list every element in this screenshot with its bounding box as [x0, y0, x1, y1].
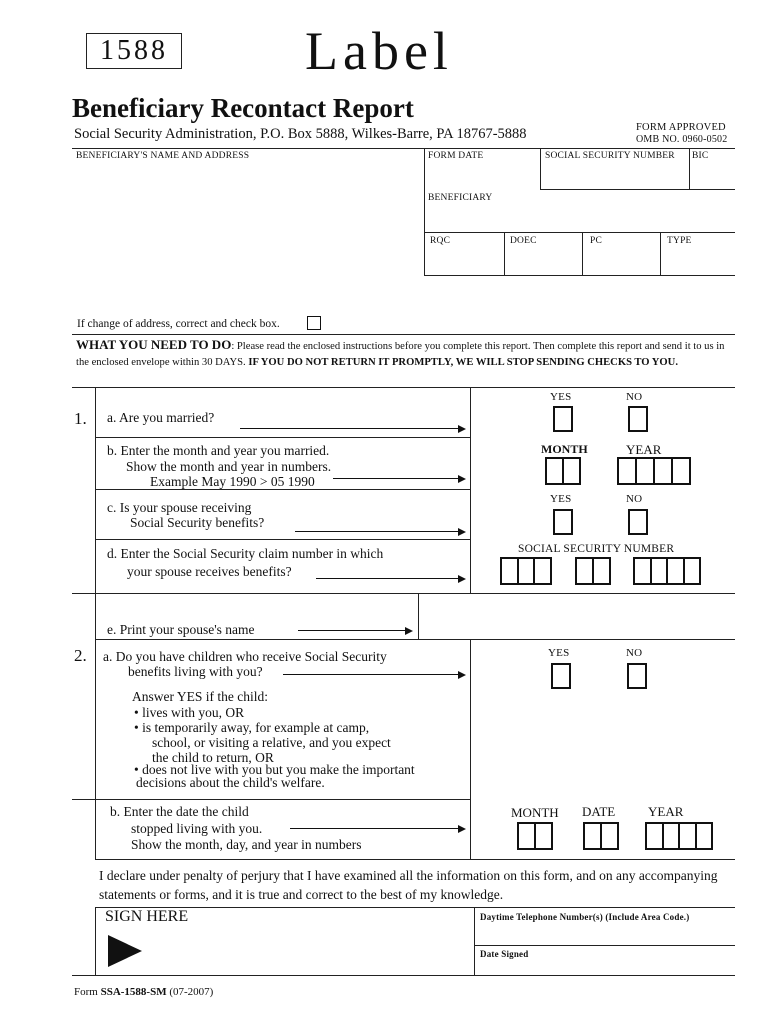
- q1d-ssn-serial-boxes[interactable]: [633, 557, 701, 585]
- q1c-no-checkbox[interactable]: [628, 509, 648, 535]
- q2a-bullet2-line1: • is temporarily away, for example at camp,: [134, 720, 370, 735]
- q2a-yes-label: YES: [548, 647, 570, 659]
- q1c-no-label: NO: [626, 493, 643, 505]
- q1c-arrow-icon: [295, 531, 464, 532]
- date-signed-field[interactable]: [480, 960, 730, 974]
- omb-number: OMB NO. 0960-0502: [636, 134, 728, 145]
- q2b-year-boxes[interactable]: [645, 822, 713, 850]
- q1b-line3: Example May 1990 > 05 1990: [150, 474, 315, 489]
- doec-label: DOEC: [510, 236, 537, 246]
- q1a-yes-label: YES: [550, 391, 572, 403]
- date-signed-label: Date Signed: [480, 949, 529, 959]
- q1b-arrow-icon: [333, 478, 464, 479]
- beneficiary-name-address-label: BENEFICIARY'S NAME AND ADDRESS: [76, 151, 250, 161]
- signature-field[interactable]: [150, 930, 468, 972]
- q2a-bullet1: • lives with you, OR: [134, 705, 245, 720]
- instructions-text: : Please read the enclosed instructions before you complete this report. Then complete this report and send it to us in the enclosed envelope within 30 DAYS.: [76, 341, 725, 368]
- q2a-line2: benefits living with you?: [128, 664, 263, 679]
- q2a-no-checkbox[interactable]: [627, 663, 647, 689]
- q1b-line1: b. Enter the month and year you married.: [107, 443, 330, 458]
- q1c-line2: Social Security benefits?: [130, 515, 265, 530]
- phone-field[interactable]: [480, 924, 730, 944]
- bic-label: BIC: [692, 151, 709, 161]
- q2b-arrow-icon: [290, 828, 464, 829]
- q1-number: 1.: [74, 409, 87, 428]
- q2a-bullet2-line2: school, or visiting a relative, and you expect: [152, 735, 391, 750]
- q1a-no-label: NO: [626, 391, 643, 403]
- rqc-label: RQC: [430, 236, 451, 246]
- q2b-line2: stopped living with you.: [131, 821, 263, 836]
- q2a-bullet3-line1: • does not live with you but you make the important: [134, 762, 415, 777]
- form-approved: FORM APPROVED: [636, 122, 726, 133]
- q2b-month-boxes[interactable]: [517, 822, 553, 850]
- sign-here-label: SIGN HERE: [105, 908, 189, 925]
- q1b-line2: Show the month and year in numbers.: [126, 459, 332, 474]
- q1d-ssn-area-boxes[interactable]: [500, 557, 552, 585]
- q2b-line1: b. Enter the date the child: [110, 804, 249, 819]
- q2b-line3: Show the month, day, and year in numbers: [131, 837, 362, 852]
- form-footer-edition: (07-2007): [166, 986, 214, 998]
- q1e-text: e. Print your spouse's name: [107, 622, 255, 637]
- q1b-year-boxes[interactable]: [617, 457, 691, 485]
- q1d-line1: d. Enter the Social Security claim number in which: [107, 546, 384, 561]
- report-title: Beneficiary Recontact Report: [72, 93, 414, 123]
- instructions-warning: IF YOU DO NOT RETURN IT PROMPTLY, WE WILL STOP SENDING CHECKS TO YOU.: [248, 357, 678, 368]
- phone-label: Daytime Telephone Number(s) (Include Area Code.): [480, 912, 690, 922]
- q1d-arrow-icon: [316, 578, 464, 579]
- q1a-yes-checkbox[interactable]: [553, 406, 573, 432]
- q2a-arrow-icon: [283, 674, 464, 675]
- q1b-year-label: YEAR: [626, 442, 662, 457]
- instructions: [76, 337, 731, 371]
- beneficiary-label: BENEFICIARY: [428, 193, 493, 203]
- q2b-date-label: DATE: [582, 804, 616, 819]
- q2b-month-label: MONTH: [511, 805, 559, 820]
- q1d-ssn-label: SOCIAL SECURITY NUMBER: [518, 543, 675, 555]
- q2b-year-label: YEAR: [648, 804, 684, 819]
- change-of-address-checkbox[interactable]: [307, 316, 321, 330]
- q1b-month-label: MONTH: [541, 442, 588, 456]
- q2a-line1: a. Do you have children who receive Social Security: [103, 649, 387, 664]
- q1c-yes-checkbox[interactable]: [553, 509, 573, 535]
- q2a-bullet3-line2: decisions about the child's welfare.: [136, 775, 325, 790]
- form-date-label: FORM DATE: [428, 151, 484, 161]
- change-of-address-text: If change of address, correct and check box.: [77, 318, 280, 330]
- q2b-date-boxes[interactable]: [583, 822, 619, 850]
- q2a-yes-checkbox[interactable]: [551, 663, 571, 689]
- form-footer: [74, 986, 213, 998]
- agency-address: Social Security Administration, P.O. Box 5888, Wilkes-Barre, PA 18767-5888: [74, 126, 527, 142]
- q1c-yes-label: YES: [550, 493, 572, 505]
- q1a-no-checkbox[interactable]: [628, 406, 648, 432]
- form-number-box: 1588: [86, 33, 182, 69]
- q1d-ssn-group-boxes[interactable]: [575, 557, 611, 585]
- q2-number: 2.: [74, 646, 87, 665]
- q2a-no-label: NO: [626, 647, 643, 659]
- ssn-label: SOCIAL SECURITY NUMBER: [545, 151, 675, 161]
- q1b-month-boxes[interactable]: [545, 457, 581, 485]
- q1a-arrow-icon: [240, 428, 464, 429]
- q1e-arrow-icon: [298, 630, 411, 631]
- q2a-answer-intro: Answer YES if the child:: [132, 689, 268, 704]
- q1d-line2: your spouse receives benefits?: [127, 564, 292, 579]
- form-footer-id: SSA-1588-SM: [100, 986, 167, 998]
- pc-label: PC: [590, 236, 603, 246]
- declaration-text: I declare under penalty of perjury that I have examined all the information on this form, and on any accompanying statements or forms, and it is true and correct to the best of my knowledge.: [99, 868, 718, 902]
- q2a-bullet2-line3: the child to return, OR: [152, 750, 274, 765]
- q1c-line1: c. Is your spouse receiving: [107, 500, 252, 515]
- label-title: Label: [305, 21, 453, 81]
- sign-arrow-icon: [108, 935, 142, 967]
- q1a-text: a. Are you married?: [107, 410, 215, 425]
- type-label: TYPE: [667, 236, 692, 246]
- form-footer-prefix: Form: [74, 986, 101, 998]
- instructions-heading: WHAT YOU NEED TO DO: [76, 337, 232, 352]
